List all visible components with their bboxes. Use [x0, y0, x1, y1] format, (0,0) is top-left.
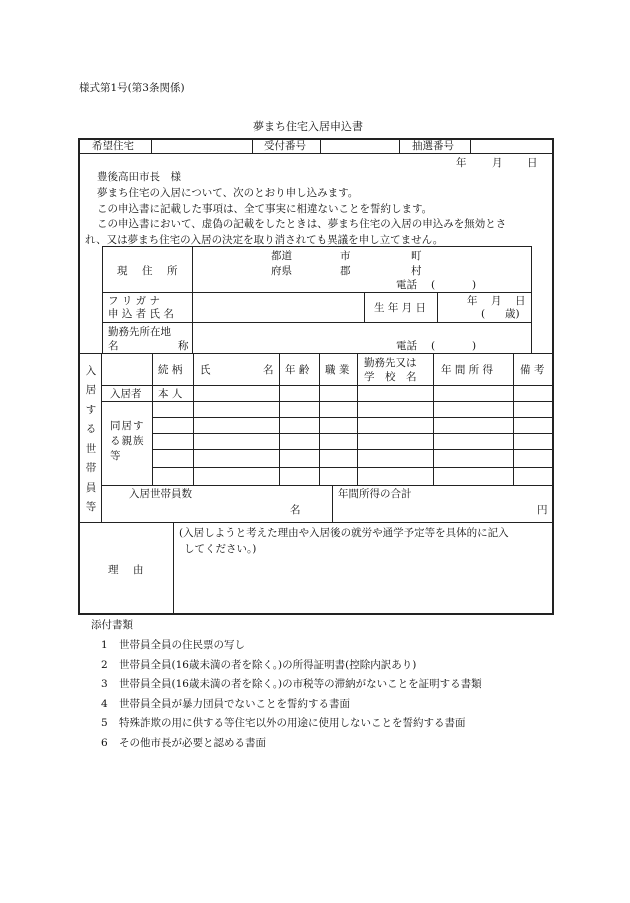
col-school-2: 学 校 名 — [364, 371, 417, 383]
household-side-label: 入居する世帯員等 — [85, 365, 97, 513]
page-title: 夢まち住宅入居申込書 — [253, 120, 363, 133]
lottery-number-label: 抽選番号 — [412, 140, 454, 152]
applicant-name-label: 申 込 者 氏 名 — [108, 308, 174, 320]
col-relation: 続 柄 — [158, 364, 183, 376]
reason-note-1: (入居しようと考えた理由や入居後の就労や通学予定等を具体的に記入 — [179, 527, 509, 539]
attachment-number: 5 — [101, 717, 108, 729]
birthdate-label: 生 年 月 日 — [374, 302, 427, 314]
reason-note-2: してください。) — [184, 543, 257, 555]
members-unit: 名 — [290, 504, 301, 516]
reason-field[interactable] — [176, 560, 550, 610]
address-label: 現 住 所 — [117, 265, 180, 277]
total-income-label: 年間所得の合計 — [338, 488, 412, 500]
col-remarks: 備 考 — [520, 364, 545, 376]
workplace-label: 勤務先所在地 — [108, 326, 171, 338]
statement-line-1: 夢まち住宅の入居について、次のとおり申し込みます。 — [97, 187, 359, 199]
paren-close: ) — [472, 279, 477, 291]
addr-machi: 町 — [411, 250, 422, 262]
addr-mura: 村 — [411, 265, 422, 277]
lottery-number-field[interactable] — [473, 140, 551, 152]
workplace-field[interactable] — [194, 324, 530, 352]
desired-housing-field[interactable] — [154, 140, 250, 152]
birth-year: 年 — [467, 295, 478, 307]
paren-open: ( — [431, 279, 436, 291]
income-unit: 円 — [537, 504, 548, 516]
attachment-item: 世帯員全員の住民票の写し — [119, 639, 245, 651]
resident-label: 入居者 — [110, 388, 142, 400]
reception-number-label: 受付番号 — [264, 140, 306, 152]
date-year: 年 — [456, 157, 467, 169]
addr-fuken: 府県 — [271, 265, 292, 277]
attachments-heading: 添付書類 — [91, 619, 133, 631]
furigana-label: フ リ ガ ナ — [108, 295, 161, 307]
birth-month: 月 — [491, 295, 502, 307]
col-name-b: 名 — [263, 364, 274, 376]
applicant-name-field[interactable] — [194, 294, 362, 321]
attachment-item: 世帯員全員(16歳未満の者を除く。)の市税等の滞納がないことを証明する書類 — [119, 678, 482, 690]
attachment-item: 世帯員全員(16歳未満の者を除く。)の所得証明書(控除内訳あり) — [119, 658, 417, 671]
addressee: 豊後高田市長 様 — [97, 171, 181, 183]
addr-todo: 都道 — [271, 250, 292, 262]
workplace-name-a: 名 — [108, 340, 119, 352]
addr-gun: 郡 — [340, 265, 351, 277]
total-members-label: 入居世帯員数 — [129, 488, 192, 500]
col-job: 職 業 — [325, 364, 350, 376]
col-name-a: 氏 — [200, 364, 211, 376]
date-month: 月 — [492, 157, 503, 169]
date-day: 日 — [527, 157, 538, 169]
attachment-number: 3 — [101, 678, 108, 690]
attachment-number: 1 — [101, 639, 108, 651]
col-income: 年 間 所 得 — [441, 364, 494, 376]
attachment-number: 6 — [101, 736, 108, 749]
self-label: 本 人 — [158, 388, 183, 400]
statement-line-4: れ、又は夢まち住宅の入居の決定を取り消されても異議を申し立てません。 — [85, 234, 444, 246]
birth-day: 日 — [515, 295, 526, 307]
form-number: 様式第1号(第3条関係) — [79, 82, 185, 94]
age-unit: 歳) — [505, 308, 520, 320]
workplace-name-b: 称 — [178, 340, 189, 352]
address-field[interactable] — [194, 248, 530, 291]
attachment-number: 4 — [101, 697, 108, 710]
reception-number-field[interactable] — [323, 140, 397, 152]
attachment-item: その他市長が必要と認める書面 — [119, 736, 266, 749]
addr-shi: 市 — [340, 250, 351, 262]
attachment-item: 世帯員全員が暴力団員でないことを誓約する書面 — [119, 697, 350, 710]
attachment-item: 特殊詐欺の用に供する等住宅以外の用途に使用しないことを誓約する書面 — [119, 717, 466, 729]
cohabit-label: 同居する親族等 — [110, 420, 145, 463]
col-age: 年 齢 — [285, 364, 310, 376]
col-school-1: 勤務先又は — [364, 357, 417, 369]
statement-line-3: この申込書において、虚偽の記載をしたときは、夢まち住宅の入居の申込みを無効とさ — [97, 218, 507, 230]
reason-label: 理 由 — [108, 564, 146, 576]
phone-label: 電話 — [396, 279, 417, 291]
statement-line-2: この申込書に記載した事項は、全て事実に相違ないことを誓約します。 — [97, 203, 433, 215]
attachment-number: 2 — [101, 658, 108, 671]
desired-housing-label: 希望住宅 — [92, 140, 134, 152]
